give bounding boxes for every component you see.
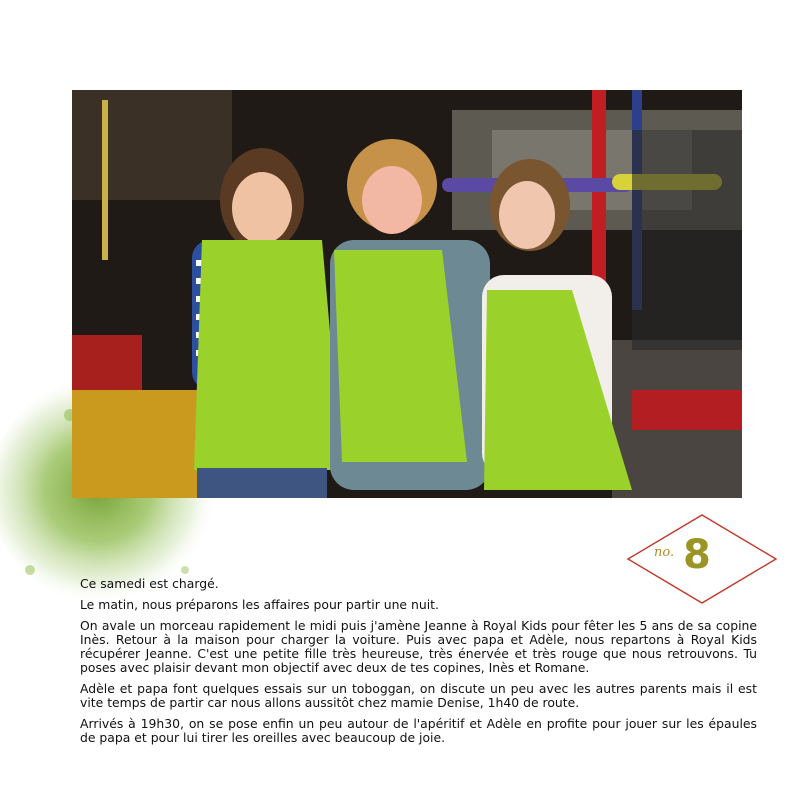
journal-paragraph: Le matin, nous préparons les affaires pour partir une nuit.	[80, 597, 439, 612]
badge-number: 8	[683, 532, 711, 578]
journal-paragraph: On avale un morceau rapidement le midi puis j'amène Jeanne à Royal Kids pour fêter les 5 ans de sa copine Inès. Retour à la maison pour charger la voiture. Puis avec papa et Adèle, nous repartons à Royal Kids récupérer Jeanne. C'est une petite fille très heureuse, très énervée et très rouge que nous retrouvons. Tu poses avec plaisir devant mon objectif avec deux de tes copines, Inès et Romane.	[80, 618, 757, 675]
journal-paragraph: Ce samedi est chargé.	[80, 576, 219, 591]
badge-label: no.	[654, 545, 675, 560]
journal-paragraph: Arrivés à 19h30, on se pose enfin un peu autour de l'apéritif et Adèle en profite pour jouer sur les épaules de papa et pour lui tirer les oreilles avec beaucoup de joie.	[80, 716, 757, 745]
journal-text	[80, 577, 757, 752]
journal-paragraph: Adèle et papa font quelques essais sur un toboggan, on discute un peu avec les autres parents mais il est vite temps de partir car nous allons aussitôt chez mamie Denise, 1h40 de route.	[80, 681, 757, 710]
photo-three-girls	[72, 90, 742, 498]
